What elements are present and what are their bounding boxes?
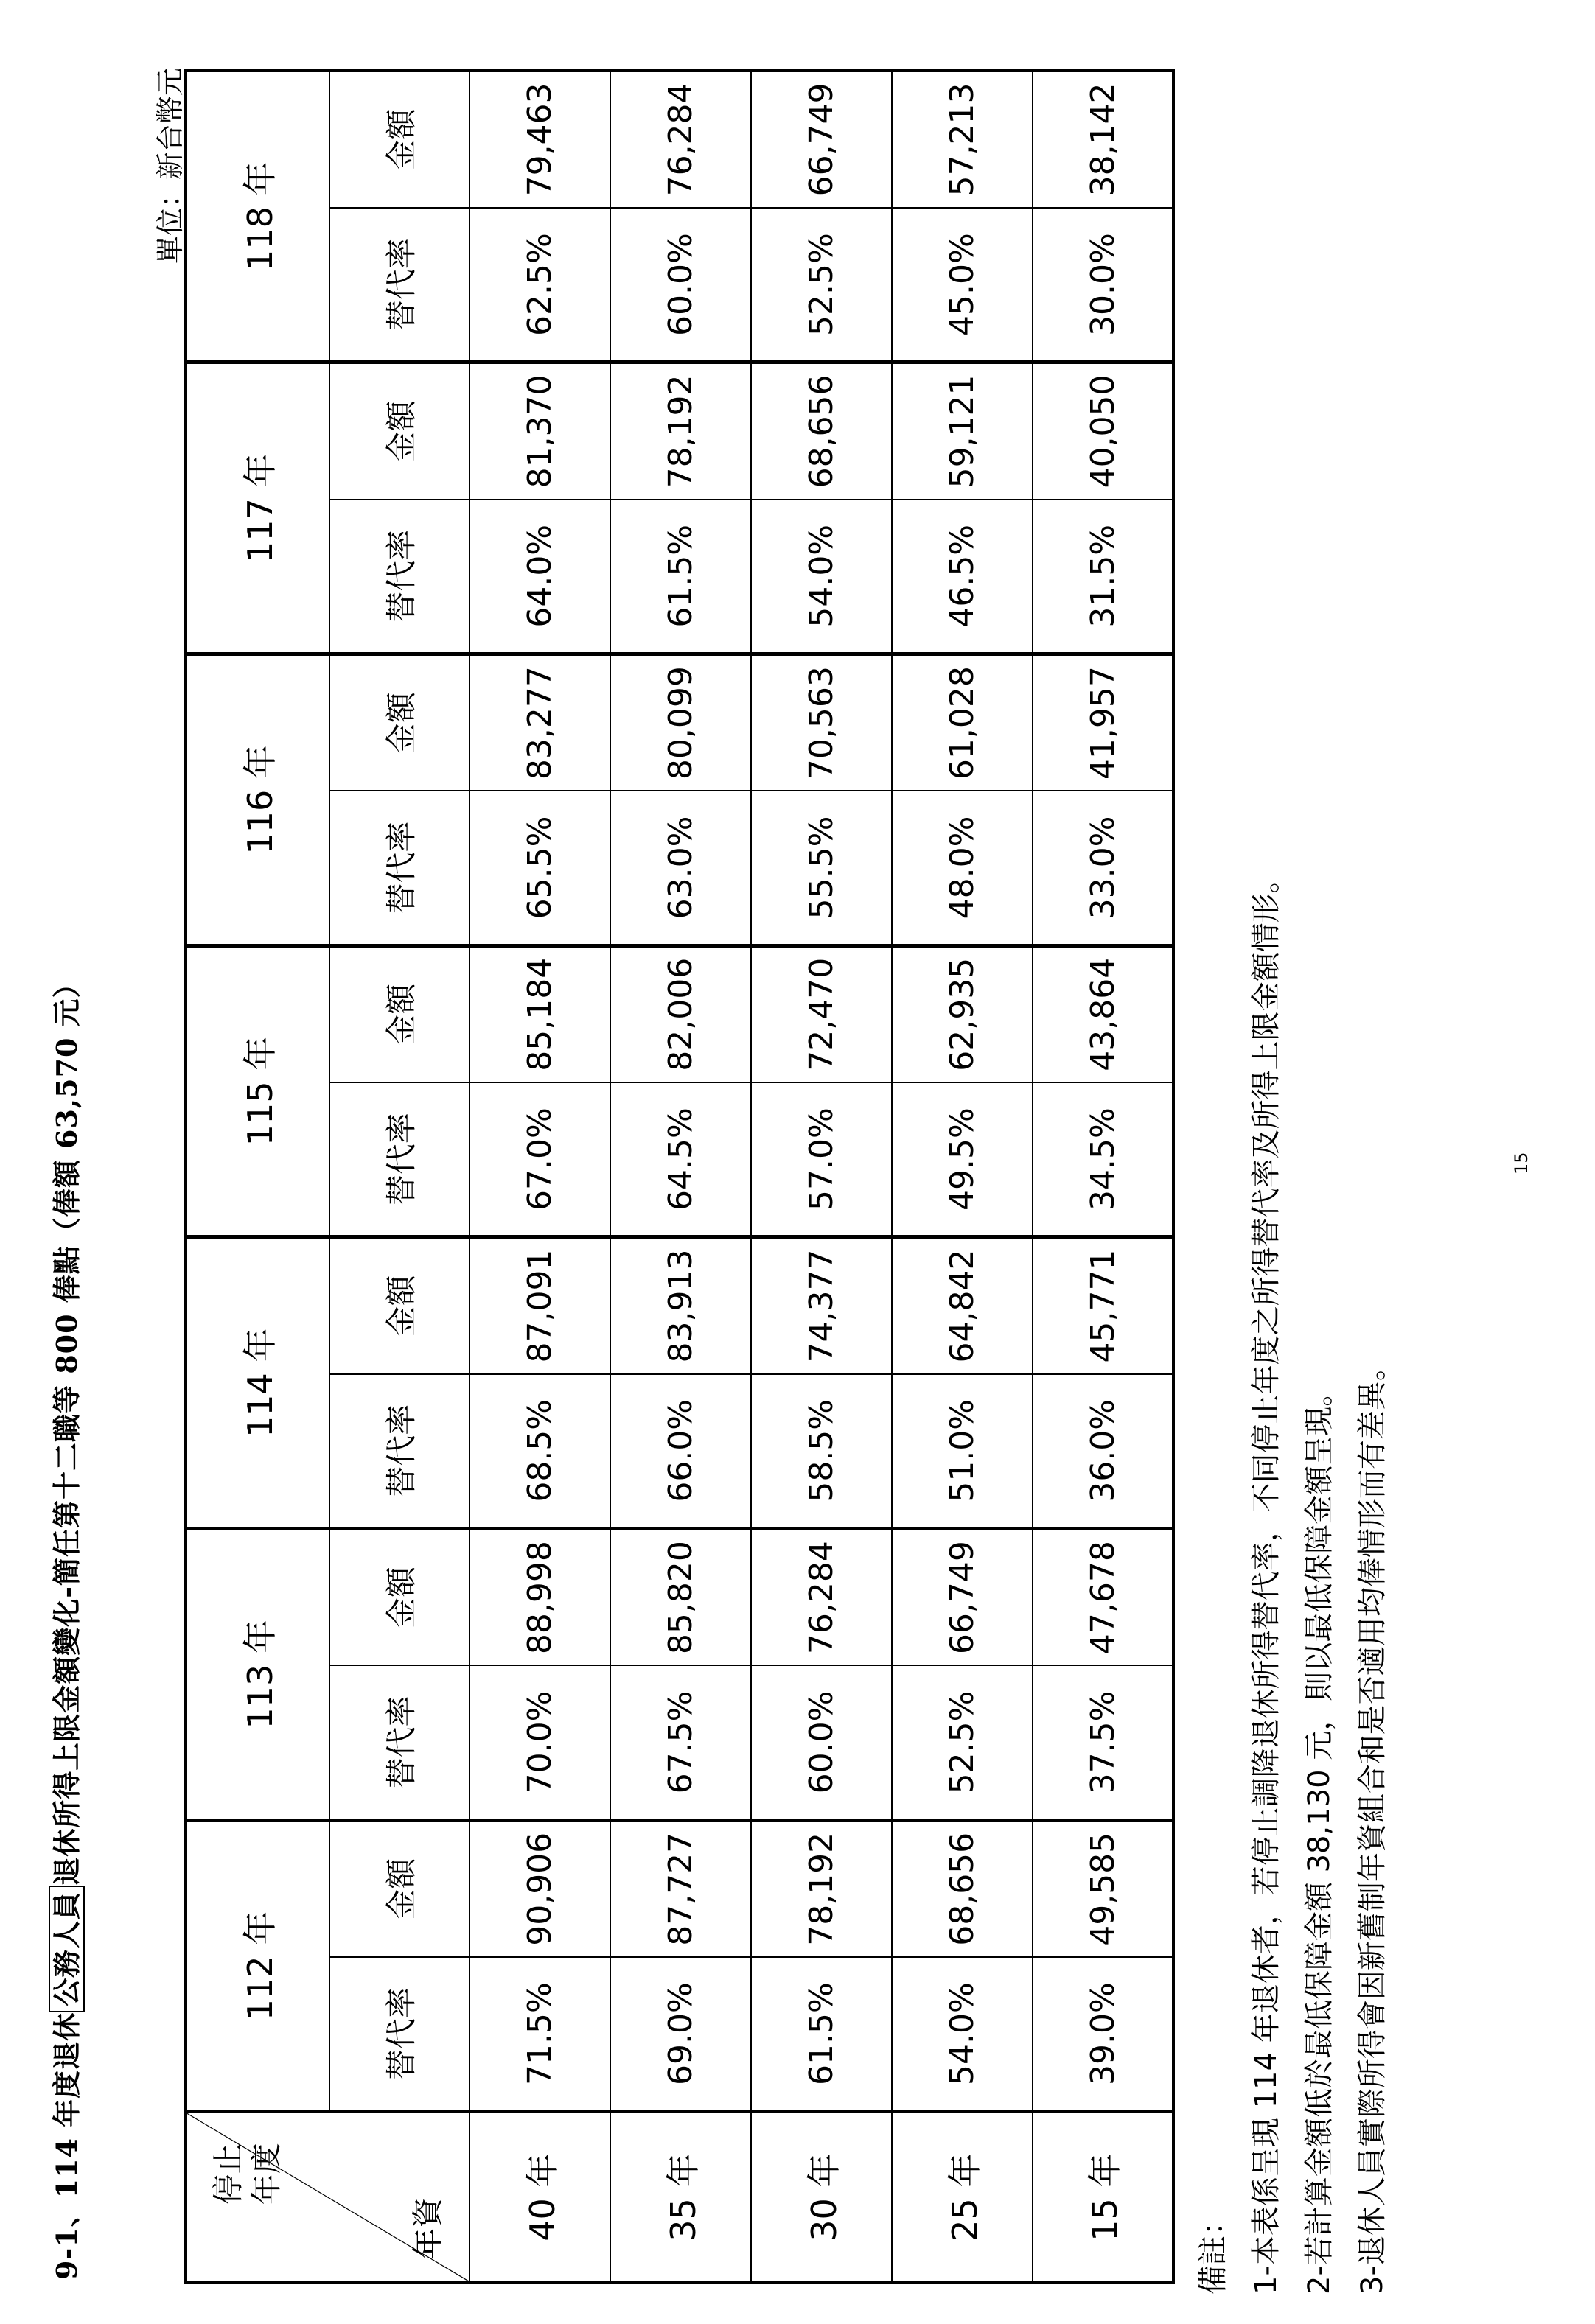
amount-cell: 78,192 [751,1820,892,1957]
amount-cell: 66,749 [892,1529,1033,1666]
amount-header: 金額 [329,654,470,791]
rate-cell: 45.0% [892,208,1033,363]
rate-cell: 71.5% [470,1957,610,2112]
rate-header: 替代率 [329,208,470,363]
document-title [44,969,85,2280]
rate-cell: 61.5% [751,1957,892,2112]
title-boxed-term: 公務人員 [49,1886,85,2012]
row-label: 35 年 [610,2112,751,2283]
rate-cell: 36.0% [1033,1374,1173,1529]
rate-cell: 63.0% [610,791,751,945]
year-header: 115 年 [186,945,329,1237]
amount-cell: 61,028 [892,654,1033,791]
rate-cell: 54.0% [751,500,892,654]
amount-cell: 47,678 [1033,1529,1173,1666]
note-item: 3-退休人員實際所得會因新舊制年資組合和是否適用均俸情形而有差異。 [1355,1351,1389,2295]
amount-cell: 79,463 [470,71,610,208]
rate-cell: 31.5% [1033,500,1173,654]
rate-header: 替代率 [329,1957,470,2112]
rate-cell: 67.0% [470,1082,610,1237]
pension-cap-table [184,69,1175,2284]
rate-cell: 65.5% [470,791,610,945]
amount-cell: 62,935 [892,945,1033,1082]
amount-cell: 68,656 [751,363,892,500]
row-label: 15 年 [1033,2112,1173,2283]
amount-cell: 80,099 [610,654,751,791]
year-header: 113 年 [186,1529,329,1821]
note-item: 1-本表係呈現 114 年退休者，若停止調降退休所得替代率，不同停止年度之所得替代率及所得上限金額情形。 [1249,864,1283,2295]
amount-cell: 85,820 [610,1529,751,1666]
corner-bottom: 年資 [410,2197,446,2259]
year-header: 116 年 [186,654,329,945]
table-row [470,71,610,2283]
rate-cell: 61.5% [610,500,751,654]
notes-heading: 備註： [1196,2206,1230,2295]
rate-cell: 52.5% [751,208,892,363]
table-row [610,71,751,2283]
amount-header: 金額 [329,1820,470,1957]
amount-cell: 68,656 [892,1820,1033,1957]
rate-cell: 69.0% [610,1957,751,2112]
amount-cell: 41,957 [1033,654,1173,791]
corner-top-line2: 年度 [248,2143,285,2205]
page-number: 15 [1511,1152,1532,1175]
row-label: 40 年 [470,2112,610,2283]
corner-top-line1: 停止 [210,2143,246,2205]
rate-header: 替代率 [329,1665,470,1820]
row-label: 25 年 [892,2112,1033,2283]
table-row [892,71,1033,2283]
title-prefix: 9-1、114 年度退休 [50,2012,83,2280]
amount-cell: 66,749 [751,71,892,208]
rate-cell: 60.0% [751,1665,892,1820]
amount-header: 金額 [329,363,470,500]
year-header: 117 年 [186,363,329,654]
amount-cell: 88,998 [470,1529,610,1666]
rate-cell: 52.5% [892,1665,1033,1820]
rate-cell: 58.5% [751,1374,892,1529]
rate-cell: 39.0% [1033,1957,1173,2112]
amount-cell: 76,284 [610,71,751,208]
amount-cell: 87,091 [470,1237,610,1374]
rate-cell: 33.0% [1033,791,1173,945]
corner-header [186,2112,470,2283]
amount-cell: 40,050 [1033,363,1173,500]
rate-cell: 70.0% [470,1665,610,1820]
amount-cell: 57,213 [892,71,1033,208]
rate-cell: 62.5% [470,208,610,363]
rate-cell: 30.0% [1033,208,1173,363]
rate-header: 替代率 [329,791,470,945]
amount-cell: 43,864 [1033,945,1173,1082]
amount-header: 金額 [329,71,470,208]
amount-cell: 87,727 [610,1820,751,1957]
rate-cell: 37.5% [1033,1665,1173,1820]
rate-cell: 54.0% [892,1957,1033,2112]
rate-cell: 60.0% [610,208,751,363]
amount-cell: 59,121 [892,363,1033,500]
rate-cell: 68.5% [470,1374,610,1529]
amount-cell: 83,277 [470,654,610,791]
rate-cell: 46.5% [892,500,1033,654]
year-header: 114 年 [186,1237,329,1529]
amount-cell: 78,192 [610,363,751,500]
amount-cell: 38,142 [1033,71,1173,208]
rate-cell: 67.5% [610,1665,751,1820]
amount-cell: 49,585 [1033,1820,1173,1957]
amount-header: 金額 [329,1237,470,1374]
amount-header: 金額 [329,945,470,1082]
sub-header-row [329,71,470,2283]
amount-header: 金額 [329,1529,470,1666]
notes-section [1187,864,1399,2295]
rate-header: 替代率 [329,1374,470,1529]
rate-cell: 48.0% [892,791,1033,945]
amount-cell: 74,377 [751,1237,892,1374]
rate-cell: 34.5% [1033,1082,1173,1237]
table-body [470,71,1173,2283]
amount-cell: 85,184 [470,945,610,1082]
rate-cell: 64.5% [610,1082,751,1237]
amount-cell: 64,842 [892,1237,1033,1374]
amount-cell: 76,284 [751,1529,892,1666]
rate-cell: 64.0% [470,500,610,654]
table-row [751,71,892,2283]
rate-cell: 49.5% [892,1082,1033,1237]
amount-cell: 90,906 [470,1820,610,1957]
amount-cell: 81,370 [470,363,610,500]
amount-cell: 70,563 [751,654,892,791]
rate-cell: 66.0% [610,1374,751,1529]
rate-cell: 57.0% [751,1082,892,1237]
rate-header: 替代率 [329,500,470,654]
note-item: 2-若計算金額低於最低保障金額 38,130 元，則以最低保障金額呈現。 [1302,1376,1336,2295]
year-header-row [186,71,329,2283]
rate-cell: 55.5% [751,791,892,945]
table-row [1033,71,1173,2283]
year-header: 112 年 [186,1820,329,2112]
amount-cell: 45,771 [1033,1237,1173,1374]
title-suffix: 退休所得上限金額變化-簡任第十二職等 800 俸點（俸額 63,570 元） [50,969,83,1886]
unit-label: 單位：新台幣元 [154,68,186,265]
year-header: 118 年 [186,71,329,363]
rate-header: 替代率 [329,1082,470,1237]
amount-cell: 82,006 [610,945,751,1082]
amount-cell: 72,470 [751,945,892,1082]
amount-cell: 83,913 [610,1237,751,1374]
row-label: 30 年 [751,2112,892,2283]
rate-cell: 51.0% [892,1374,1033,1529]
